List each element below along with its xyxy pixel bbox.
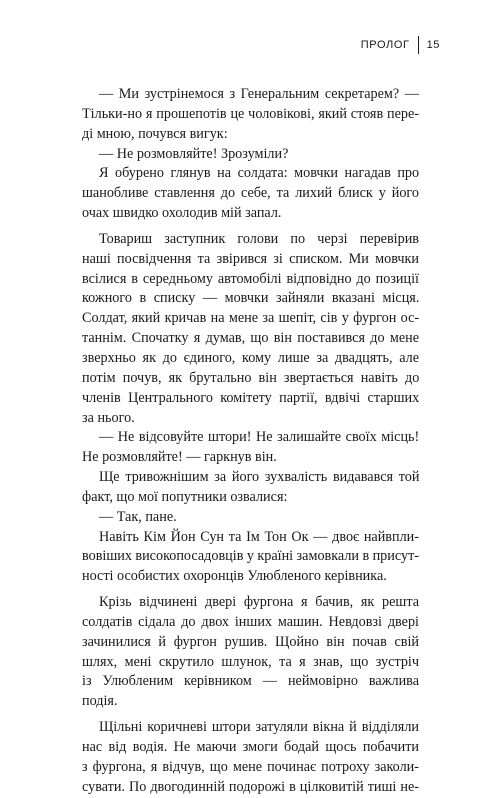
- running-header: [361, 36, 440, 54]
- text-line: — Не відсовуйте штори! Не залишайте своїх місць!: [99, 429, 420, 446]
- text-line: Я обурено глянув на солдата: мовчки нагадав про: [99, 165, 420, 182]
- text-line: очах швидко охолодив мій запал.: [82, 205, 282, 222]
- text-line: потім почув, як брутально він звертається навіть до: [82, 369, 420, 386]
- text-line: Не розмовляйте! — гаркнув він.: [82, 449, 277, 466]
- text-line: — Ми зустрінемося з Генеральним секретарем? —: [99, 86, 419, 102]
- text-line: зверхньо як до єдиного, кому лише за двадцять, але: [82, 349, 419, 366]
- text-line: всілися в середньому автомобілі відповідно до позиції: [82, 270, 419, 287]
- text-line: Тільки-но я прошепотів це чоловікові, який стояв пере-: [82, 105, 419, 122]
- text-line: членів Центрального комітету партії, вдвічі старших: [82, 389, 420, 406]
- text-line: — Не розмовляйте! Зрозуміли?: [99, 145, 289, 162]
- text-line: з фургона, я відчув, що мене починає потроху заколи-: [82, 758, 419, 775]
- text-line: Ще тривожнішим за його зухвалість видавався той: [99, 469, 420, 486]
- text-line: із Улюбленим керівником — неймовірно важлива: [82, 673, 419, 690]
- text-line: шлях, мені скрутило шлунок, та я знав, що зустріч: [82, 653, 419, 670]
- text-line: Крізь відчинені двері фургона я бачив, як решта: [99, 594, 419, 611]
- text-line: таннім. Спочатку я думав, що він поставився до мене: [82, 330, 420, 347]
- section-title: ПРОЛОГ: [360, 39, 410, 51]
- text-line: вовіших високопосадовців у країні замовкали в присут-: [82, 548, 419, 565]
- text-line: зачинилися й фургон рушив. Щойно він почав свій: [82, 633, 420, 650]
- text-line: ді мною, почувся вигук:: [82, 125, 228, 142]
- text-line: ності особистих охоронців Улюбленого керівника.: [82, 568, 387, 585]
- text-line: Солдат, який кричав на мене за шепіт, сів у фургон ос-: [82, 310, 420, 327]
- text-line: Навіть Кім Йон Сун та Ім Тон Ок — двоє найвпли-: [99, 528, 419, 545]
- text-line: нас від водія. Не маючи змоги бодай щось побачити: [82, 739, 419, 755]
- text-line: сувати. По двогодинній подорожі в цілковитій тиші не-: [82, 778, 419, 795]
- text-line: шанобливе ставлення до себе, та лихий блиск у його: [82, 185, 419, 202]
- text-line: факт, що мої попутники озвалися:: [82, 488, 288, 505]
- text-line: — Так, пане.: [99, 508, 177, 525]
- page-number: 15: [426, 39, 440, 51]
- body-text: [82, 85, 419, 798]
- text-line: солдатів сідала до двох інших машин. Невдовзі двері: [82, 613, 419, 630]
- text-line: подія.: [82, 693, 118, 710]
- text-line: за нього.: [82, 409, 135, 426]
- text-line: Товариш заступник голови по черзі перевірив: [99, 230, 419, 247]
- text-line: наші посвідчення та звірився зі списком. Ми мовчки: [82, 250, 419, 267]
- text-line: кожного в списку — мовчки зайняли вказані місця.: [82, 290, 420, 307]
- text-line: Щільні коричневі штори затуляли вікна й відділяли: [99, 719, 419, 736]
